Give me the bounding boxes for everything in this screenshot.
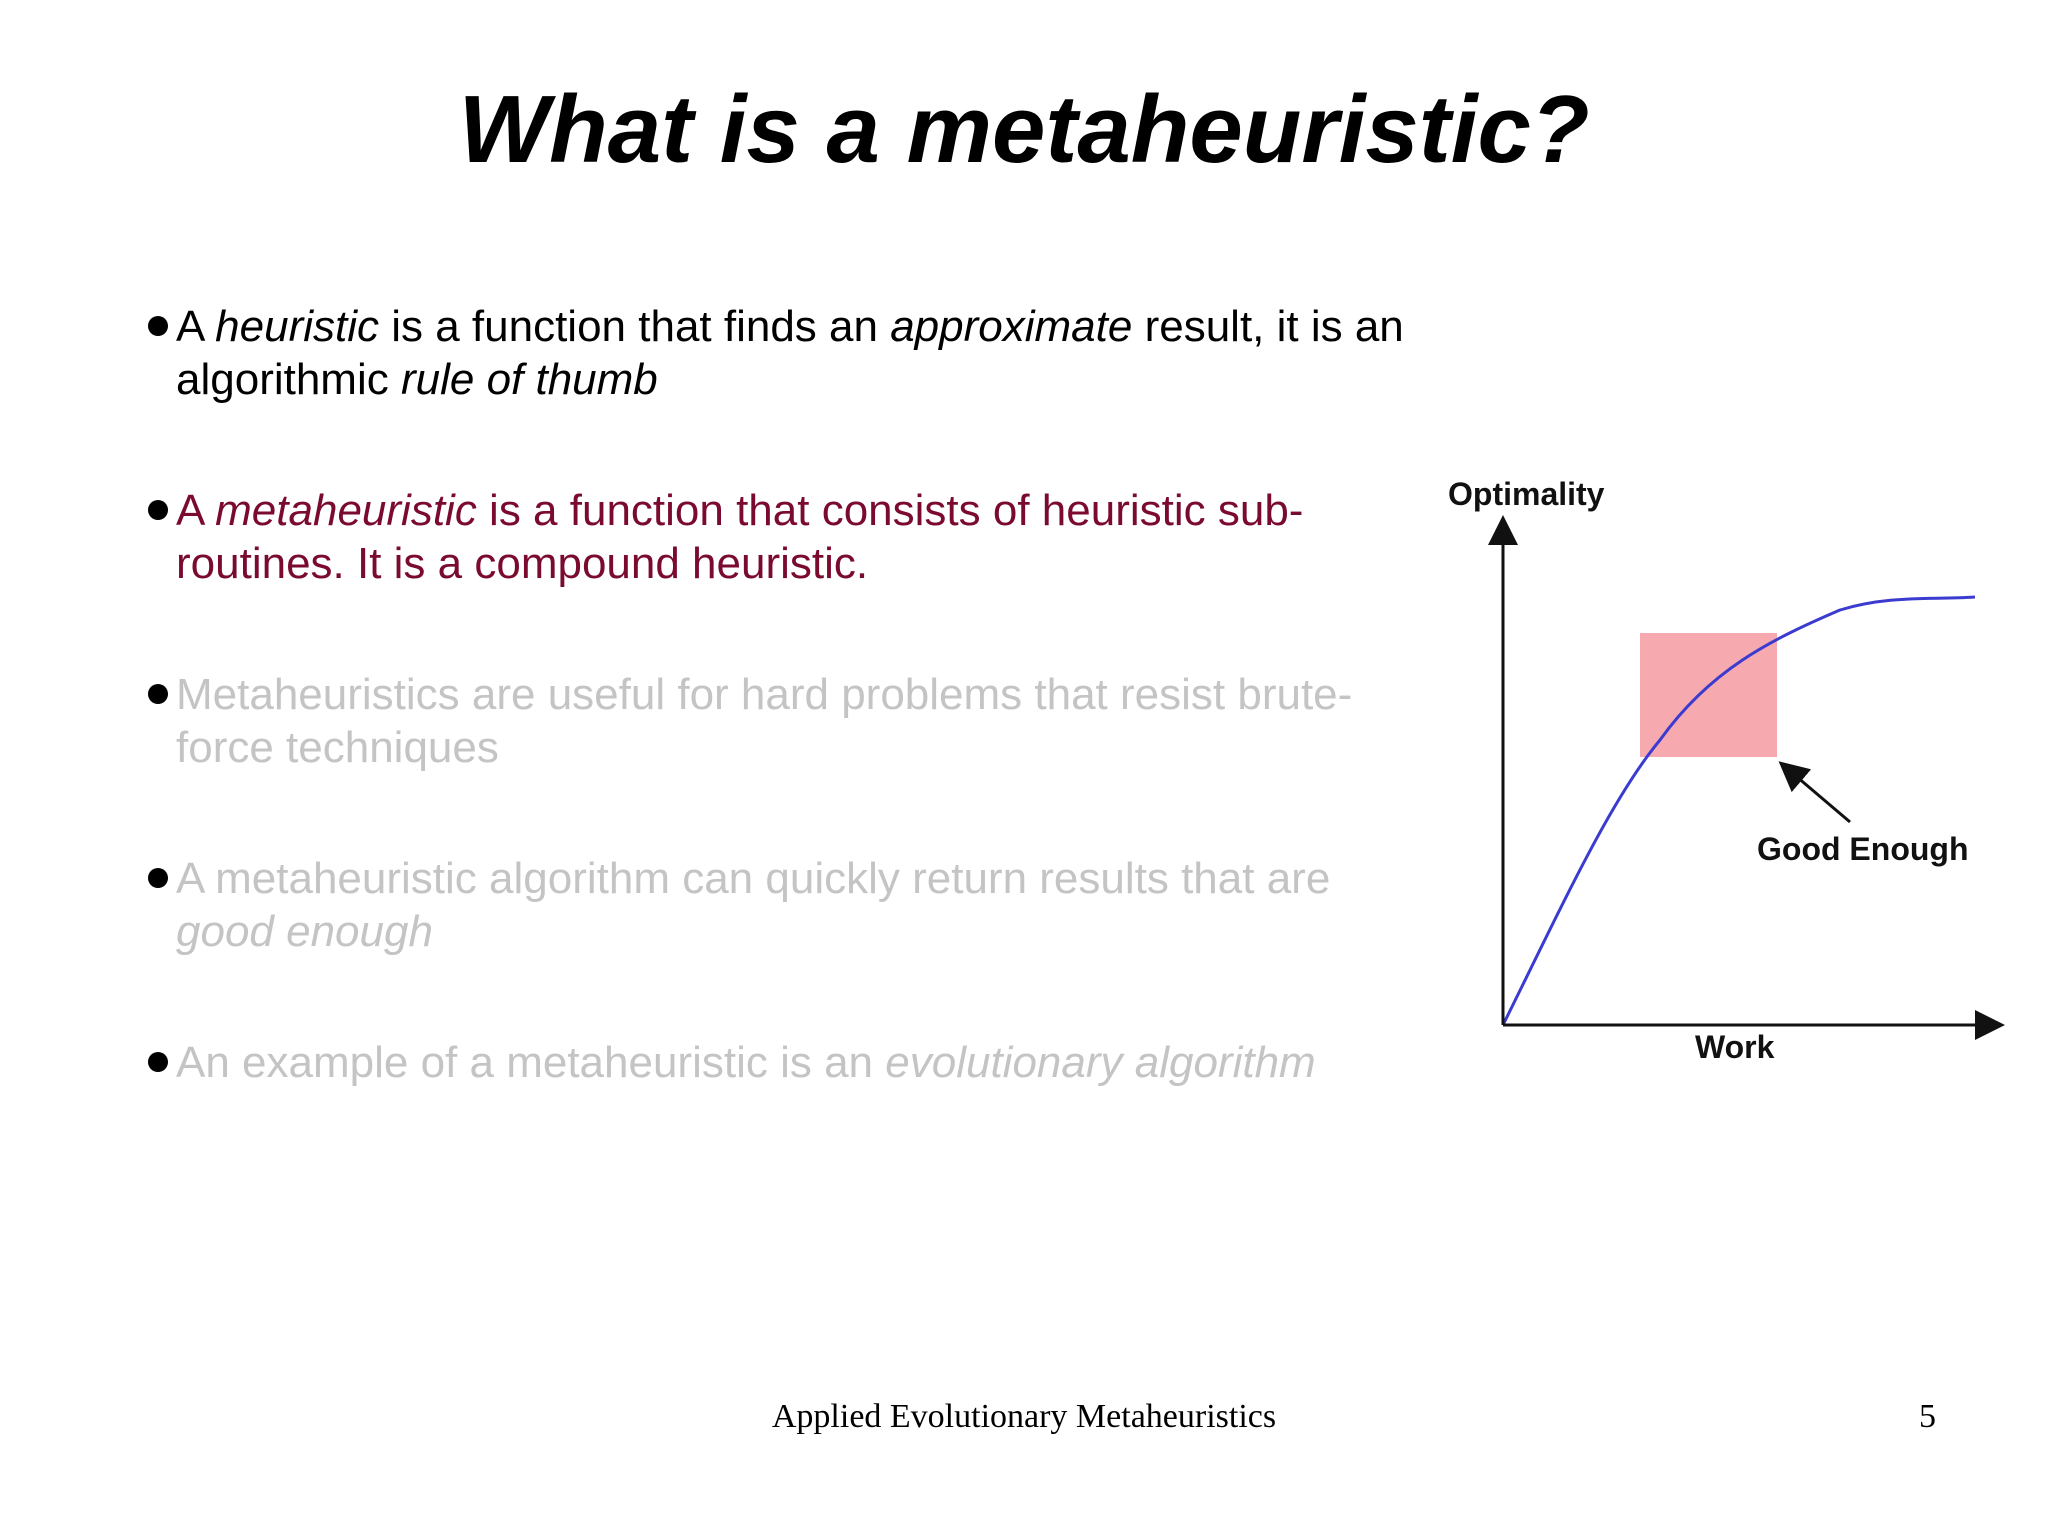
footer-title: Applied Evolutionary Metaheuristics	[771, 1398, 1277, 1435]
bullet-text: Metaheuristics are useful for hard problems that resist brute-force techniques	[176, 670, 1353, 772]
bullet-dot-icon	[148, 684, 168, 704]
page-number: 5	[1919, 1398, 1936, 1435]
bullet-emphasis: approximate	[890, 302, 1133, 351]
annotation-arrow	[1790, 771, 1850, 822]
bullet-item	[140, 300, 1440, 406]
bullet-dot-icon	[148, 316, 168, 336]
bullet-text: A	[176, 486, 216, 535]
bullet-dot-icon	[148, 1052, 168, 1072]
bullet-emphasis: evolutionary algorithm	[885, 1038, 1316, 1087]
bullet-emphasis: rule of thumb	[400, 355, 658, 404]
bullet-item	[140, 484, 1440, 590]
bullet-text: A metaheuristic algorithm can quickly return results that are	[176, 854, 1331, 903]
optimality-curve	[1503, 597, 1975, 1025]
bullet-dot-icon	[148, 868, 168, 888]
bullet-emphasis: metaheuristic	[215, 486, 477, 535]
good-enough-label: Good Enough	[1757, 831, 1969, 867]
bullet-emphasis: good enough	[176, 907, 433, 956]
x-axis-label: Work	[1695, 1029, 1775, 1065]
bullet-text: is a function that consists of heuristic sub-routines. It is a compound heuristic.	[176, 486, 1304, 588]
optimality-work-figure	[1420, 460, 2020, 1080]
bullet-item	[140, 1036, 1440, 1089]
bullet-list	[140, 300, 1440, 1167]
bullet-emphasis: heuristic	[215, 302, 379, 351]
bullet-text: is a function that finds an	[379, 302, 891, 351]
slide-title: What is a metaheuristic?	[458, 76, 1590, 183]
bullet-text: A	[176, 302, 216, 351]
bullet-item	[140, 668, 1440, 774]
bullet-text: An example of a metaheuristic is an	[176, 1038, 886, 1087]
bullet-text: result, it is an algorithmic	[176, 302, 1404, 404]
y-axis-label: Optimality	[1448, 476, 1605, 512]
bullet-item	[140, 852, 1440, 958]
bullet-dot-icon	[148, 500, 168, 520]
